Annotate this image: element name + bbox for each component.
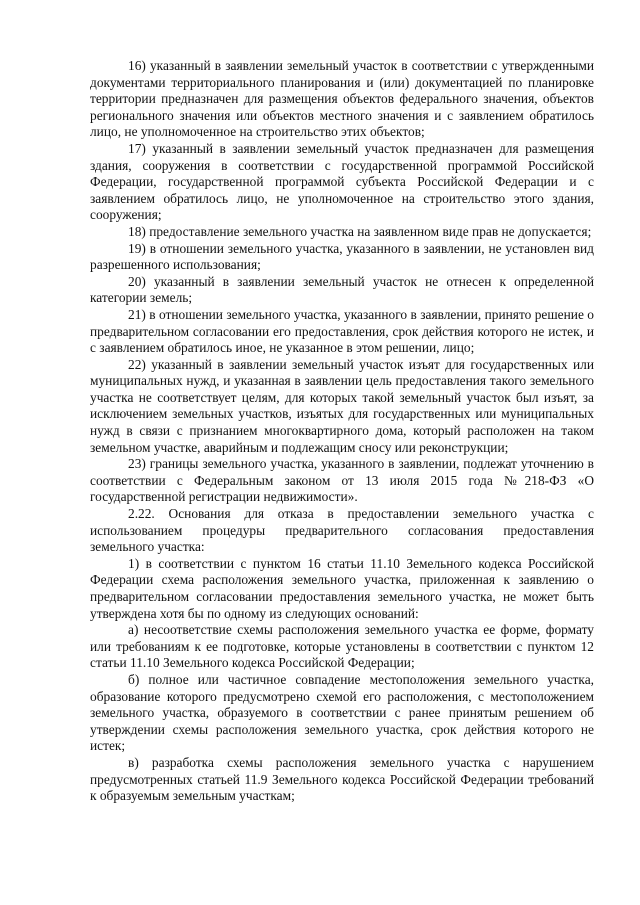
section-2-22-heading: 2.22. Основания для отказа в предоставлении земельного участка с использованием процедуры предварительного согласования предоставления земельного участка: bbox=[90, 506, 594, 555]
paragraph-item-20: 20) указанный в заявлении земельный участок не отнесен к определенной категории земель; bbox=[90, 273, 594, 306]
paragraph-item-23: 23) границы земельного участка, указанного в заявлении, подлежат уточнению в соответствии с Федеральным законом от 13 июля 2015 года №218-ФЗ «О государственной регистрации недвижимости». bbox=[90, 456, 594, 505]
paragraph-subitem-b: б) полное или частичное совпадение местоположения земельного участка, образование которого предусмотрено схемой его расположения, с местоположением земельного участка, образуемого в соответствии с ранее принятым решением об утверждении схемы расположения земельного участка, срок действия которого не истек; bbox=[90, 671, 594, 754]
paragraph-item-17: 17) указанный в заявлении земельный участок предназначен для размещения здания, сооружения в соответствии с государственной программой Российской Федерации, государственной программой субъекта Российской Федерации и с заявлением обратилось лицо, не уполномоченное на строительство этого здания, сооружения; bbox=[90, 140, 594, 223]
paragraph-item-21: 21) в отношении земельного участка, указанного в заявлении, принято решение о предварительном согласовании его предоставления, срок действия которого не истек, и с заявлением обратилось иное, не указанное в этом решении, лицо; bbox=[90, 306, 594, 356]
paragraph-item-22: 22) указанный в заявлении земельный участок изъят для государственных или муниципальных нужд, и указанная в заявлении цель предоставления такого земельного участка не соответствует целям, для которых такой земельный участок был изъят, за исключением земельных участков, изъятых для государственных или муниципальных нужд в связи с признанием многоквартирного дома, который расположен на таком земельном участке, аварийным и подлежащим сносу или реконструкции; bbox=[90, 356, 594, 455]
document-page bbox=[90, 58, 594, 805]
paragraph-item-16: 16) указанный в заявлении земельный участок в соответствии с утвержденными документами территориального планирования и (или) документацией по планировке территории предназначен для размещения объектов федерального значения, объектов регионального значения или объектов местного значения и с заявлением обратилось лицо, не уполномоченное на строительство этих объектов; bbox=[90, 58, 594, 140]
paragraph-subitem-v: в) разработка схемы расположения земельного участка с нарушением предусмотренных статьей 11.9 Земельного кодекса Российской Федерации требований к образуемым земельным участкам; bbox=[90, 754, 594, 804]
paragraph-item-18: 18) предоставление земельного участка на заявленном виде прав не допускается; bbox=[128, 223, 592, 239]
paragraph-subitem-a: а) несоответствие схемы расположения земельного участка ее форме, формату или требованиям к ее подготовке, которые установлены в соответствии с пунктом 12 статьи 11.10 Земельного кодекса Российской Федерации; bbox=[90, 622, 594, 671]
paragraph-item-19: 19) в отношении земельного участка, указанного в заявлении, не установлен вид разрешенного использования; bbox=[90, 240, 594, 273]
paragraph-item-1: 1) в соответствии с пунктом 16 статьи 11.10 Земельного кодекса Российской Федерации схема расположения земельного участка, приложенная к заявлению о предварительном согласовании предоставления земельного участка, не может быть утверждена хотя бы по одному из следующих оснований: bbox=[90, 555, 594, 621]
